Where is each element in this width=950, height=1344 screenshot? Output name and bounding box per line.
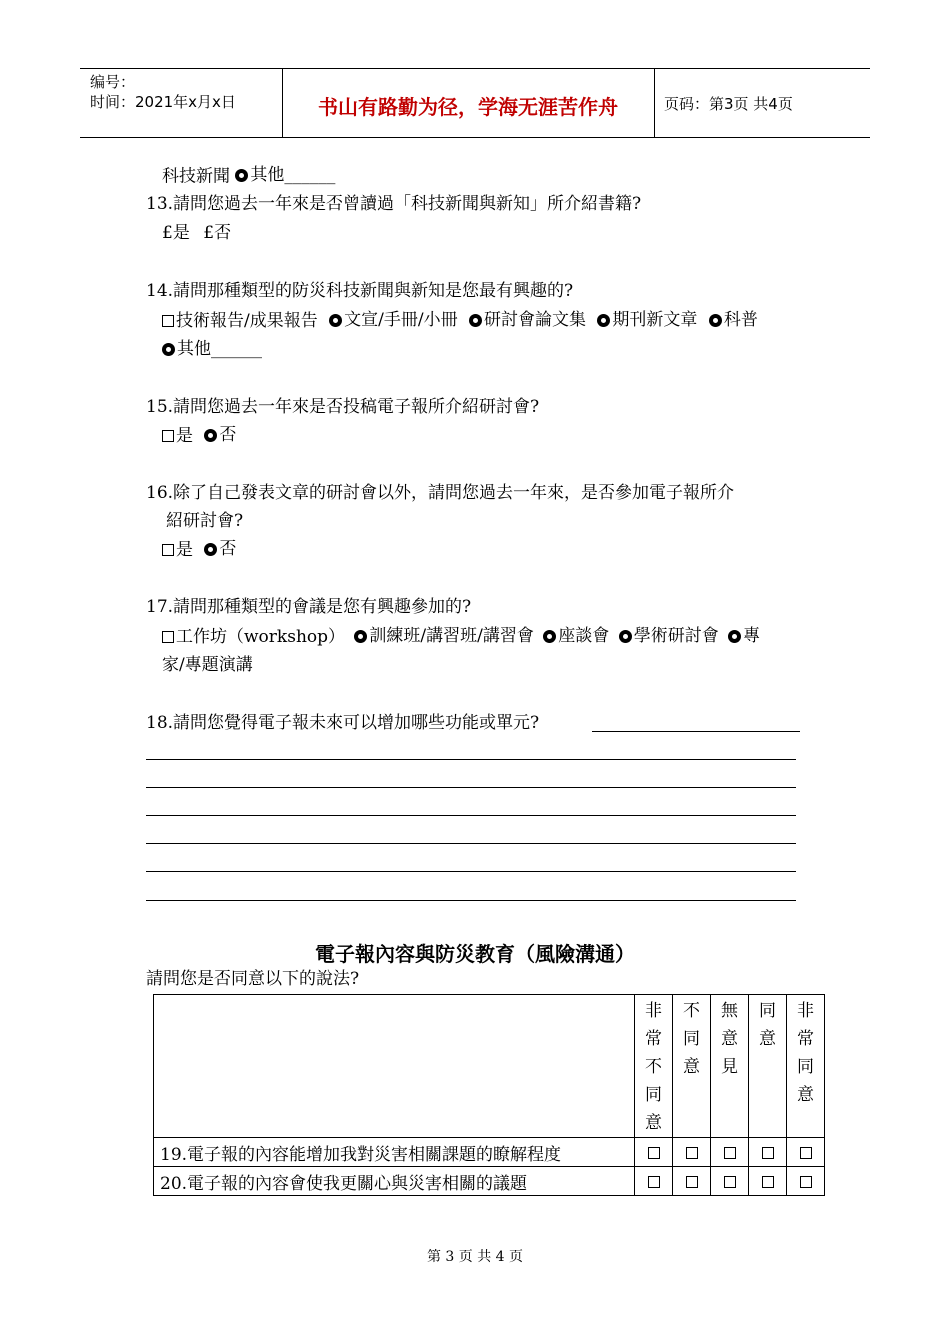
q12-option-news: 科技新聞 [162,166,230,187]
header-page-cell [654,69,870,137]
q16-question-line2: 紹研討會? [166,511,244,531]
q17-options-row1 [162,625,760,649]
table-row [154,1138,825,1167]
header-motto: 书山有路勤为径，学海无涯苦作舟 [318,95,618,119]
q12-option-other[interactable]: 其他______ [235,164,335,186]
page-header [80,68,870,138]
likert-col-neutral: 無意見 [711,995,749,1138]
checkbox-icon[interactable] [800,1176,812,1188]
likert-cell [711,1167,749,1196]
q18-question: 18.請問您覺得電子報未來可以增加哪些功能或單元? [146,713,540,733]
likert-cell [673,1138,711,1167]
q14-option-other[interactable]: 其他______ [162,338,262,360]
q18-answer-line[interactable] [146,787,796,788]
radio-icon[interactable] [329,314,342,327]
header-meta [80,69,283,137]
checkbox-icon[interactable] [648,1176,660,1188]
likert-statement: 19.電子報的內容能增加我對災害相關課題的瞭解程度 [154,1138,635,1167]
q18-answer-line[interactable] [146,900,796,901]
q14-option-journal[interactable]: 期刊新文章 [597,309,697,331]
likert-cell [787,1167,825,1196]
checkbox-icon[interactable] [762,1176,774,1188]
likert-col-agree: 同意 [749,995,787,1138]
likert-cell [673,1167,711,1196]
checkbox-icon[interactable] [800,1147,812,1159]
radio-icon[interactable] [709,314,722,327]
q14-question: 14.請問那種類型的防災科技新聞與新知是您最有興趣的? [146,281,574,301]
q16-option-no[interactable]: 否 [204,538,236,560]
checkbox-icon[interactable] [686,1147,698,1159]
q15-options [162,424,236,448]
checkbox-icon[interactable] [686,1176,698,1188]
radio-icon[interactable] [469,314,482,327]
checkbox-icon[interactable] [162,544,174,556]
likert-cell [711,1138,749,1167]
page-footer: 第 3 页 共 4 页 [426,1249,524,1265]
q17-options-row2: 家/專題演講 [162,655,253,675]
document-date: 时间：2021年x月x日 [90,93,236,111]
q16-question-line1: 16.除了自己發表文章的研討會以外，請問您過去一年來，是否參加電子報所介 [146,483,735,503]
checkbox-icon[interactable] [762,1147,774,1159]
q18-answer-line[interactable] [146,759,796,760]
q17-option-forum[interactable]: 座談會 [543,625,609,647]
likert-col-strongly-agree: 非常同意 [787,995,825,1138]
q17-option-conference[interactable]: 學術研討會 [619,625,719,647]
q13-option-no[interactable]: £ 否 [203,223,232,243]
q18-answer-line[interactable] [592,731,800,732]
q16-options [162,538,236,562]
q14-options-row2 [162,338,262,362]
likert-cell [635,1138,673,1167]
checkbox-icon[interactable] [724,1147,736,1159]
table-row [154,1167,825,1196]
section-title: 電子報內容與防災教育（風險溝通） [315,942,635,966]
q15-question: 15.請問您過去一年來是否投稿電子報所介紹研討會? [146,397,540,417]
checkbox-icon[interactable] [162,631,174,643]
q18-answer-line[interactable] [146,815,796,816]
likert-cell [749,1138,787,1167]
q15-option-yes[interactable]: 是 [162,425,193,447]
q12-options [162,164,335,188]
radio-icon[interactable] [204,543,217,556]
section-prompt: 請問您是否同意以下的說法? [146,969,360,989]
likert-col-disagree: 不同意 [673,995,711,1138]
checkbox-icon[interactable] [724,1176,736,1188]
likert-header-blank [154,995,635,1138]
q18-answer-line[interactable] [146,871,796,872]
likert-cell [749,1167,787,1196]
radio-icon[interactable] [597,314,610,327]
q17-option-training[interactable]: 訓練班/講習班/講習會 [354,625,533,647]
q18-answer-line[interactable] [146,843,796,844]
likert-cell [787,1138,825,1167]
radio-icon[interactable] [728,630,741,643]
q13-question: 13.請問您過去一年來是否曾讀過「科技新聞與新知」所介紹書籍? [146,194,642,214]
q14-option-brochure[interactable]: 文宣/手冊/小冊 [329,309,457,331]
q14-options-row1 [162,309,758,333]
radio-icon[interactable] [619,630,632,643]
document-number: 编号： [90,73,136,91]
likert-statement: 20.電子報的內容會使我更關心與災害相關的議題 [154,1167,635,1196]
radio-icon[interactable] [235,169,248,182]
q14-option-proceedings[interactable]: 研討會論文集 [469,309,586,331]
q13-options [162,222,231,244]
q16-option-yes[interactable]: 是 [162,539,193,561]
likert-cell [635,1167,673,1196]
checkbox-icon[interactable] [648,1147,660,1159]
likert-col-strongly-disagree: 非常不同意 [635,995,673,1138]
likert-header-row [154,995,825,1138]
checkbox-icon[interactable] [162,430,174,442]
radio-icon[interactable] [204,429,217,442]
header-motto-cell [282,69,655,137]
radio-icon[interactable] [354,630,367,643]
q17-option-workshop[interactable]: 工作坊（workshop） [162,626,345,648]
checkbox-icon[interactable] [162,315,174,327]
q14-option-popsci[interactable]: 科普 [709,309,758,331]
q14-option-report[interactable]: 技術報告/成果報告 [162,310,318,332]
q17-option-lecture[interactable]: 專 [728,625,760,647]
radio-icon[interactable] [162,343,175,356]
likert-table [153,994,825,1196]
radio-icon[interactable] [543,630,556,643]
header-page-number: 页码：第3页 共4页 [664,95,793,113]
q17-question: 17.請問那種類型的會議是您有興趣參加的? [146,597,472,617]
q15-option-no[interactable]: 否 [204,424,236,446]
q13-option-yes[interactable]: £ 是 [162,223,190,243]
